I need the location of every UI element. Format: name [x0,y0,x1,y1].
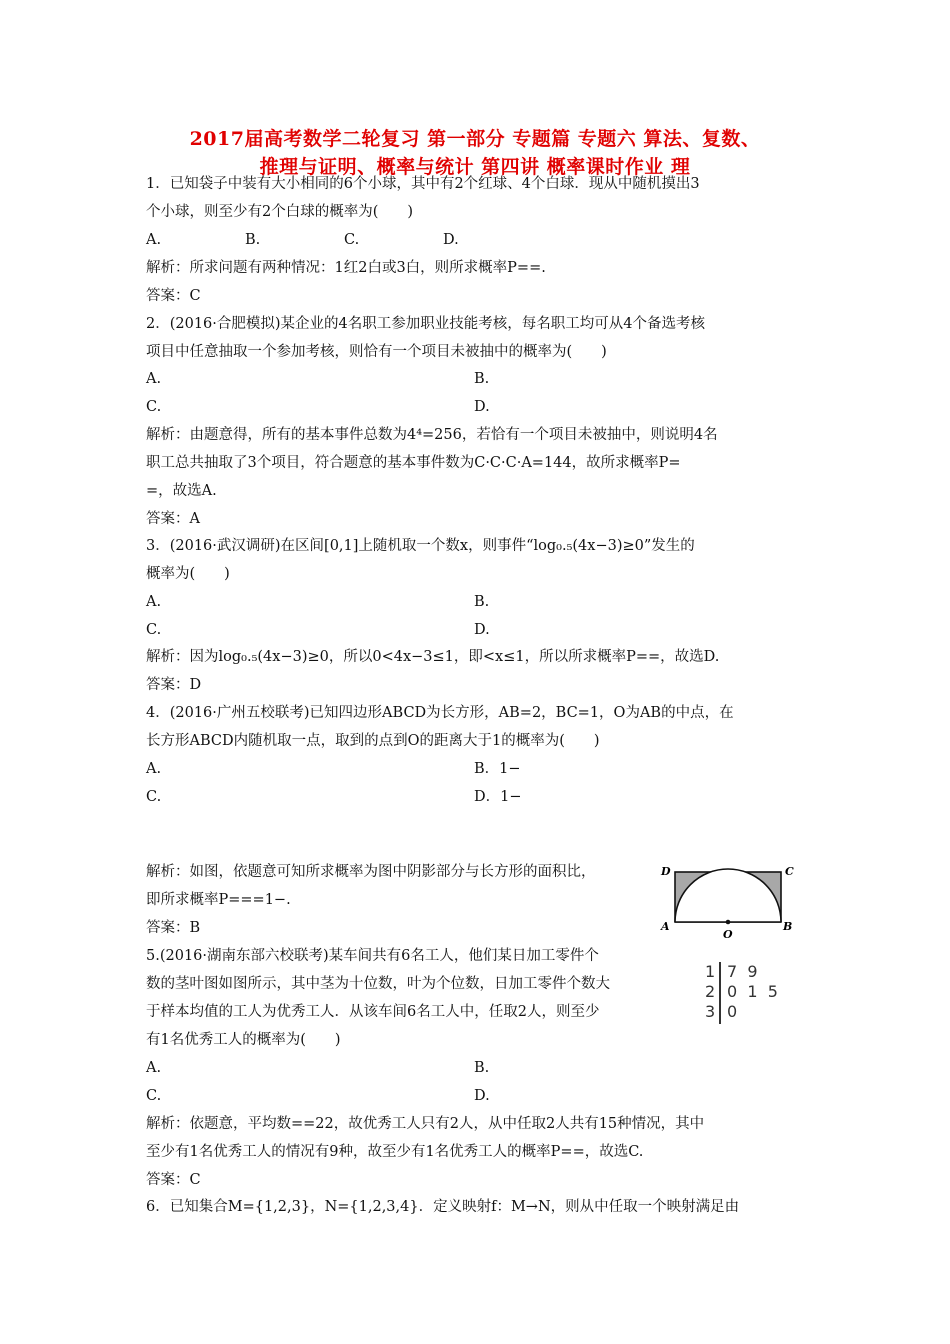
leaves-row-3: 0 [727,1002,738,1021]
q2-text-1: 2．(2016·合肥模拟)某企业的4名职工参加职业技能考核，每名职工均可从4个备选考核 [146,316,705,332]
q5-option-b: B. [474,1060,490,1076]
center-point-o [726,920,731,925]
q5-text-3: 于样本均值的工人为优秀工人．从该车间6名工人中，任取2人，则至少 [146,1004,600,1020]
leaves-row-2: 0 1 5 [727,982,778,1001]
q5-solution-1: 解析：依题意，平均数==22，故优秀工人只有2人，从中任取2人共有15种情况，其中 [146,1116,705,1132]
q1-option-a: A. [146,232,162,248]
q3-option-d: D. [474,622,490,638]
q2-answer: 答案：A [146,511,200,527]
q4-text-1: 4．(2016·广州五校联考)已知四边形ABCD为长方形，AB=2，BC=1，O为AB的中点，在 [146,705,734,721]
q1-answer: 答案：C [146,288,201,304]
label-a: A [661,920,670,933]
q4-solution-1: 解析：如图，依题意可知所求概率为图中阴影部分与长方形的面积比， [146,864,596,880]
page-title-line1: 2017届高考数学二轮复习 第一部分 专题篇 专题六 算法、复数、 [189,128,761,150]
q4-option-b: B．1− [474,761,521,777]
q2-option-b: B. [474,371,490,387]
stem-divider [719,962,721,1024]
q3-text-1: 3．(2016·武汉调研)在区间[0,1]上随机取一个数x，则事件“log₀.₅(4x−3)≥0”发生的 [146,538,695,554]
label-b: B [783,920,793,933]
stem-3: 3 [705,1002,716,1021]
stem-2: 2 [705,982,716,1001]
q4-option-c: C. [146,789,162,805]
q5-option-d: D. [474,1088,490,1104]
q4-answer: 答案：B [146,920,201,936]
q1-solution: 解析：所求问题有两种情况：1红2白或3白，则所求概率P==. [146,260,546,276]
q2-solution-2: 职工总共抽取了3个项目，符合题意的基本事件数为C·C·C·A=144，故所求概率P= [146,455,681,471]
q6-text-1: 6．已知集合M={1,2,3}，N={1,2,3,4}．定义映射f：M→N，则从中任取一个映射满足由 [146,1199,740,1215]
q1-option-c: C. [344,232,360,248]
q5-option-c: C. [146,1088,162,1104]
q4-option-d: D．1− [474,789,522,805]
q3-option-b: B. [474,594,490,610]
q1-option-d: D. [443,232,459,248]
stem-1: 1 [705,962,716,981]
q3-solution: 解析：因为log₀.₅(4x−3)≥0，所以0<4x−3≤1，即<x≤1，所以所求概率P==，故选D. [146,649,720,665]
rectangle-semicircle-figure [655,858,795,940]
q3-text-2: 概率为( ) [146,566,230,582]
q3-option-c: C. [146,622,162,638]
q2-text-2: 项目中任意抽取一个参加考核，则恰有一个项目未被抽中的概率为( ) [146,344,607,360]
q5-option-a: A. [146,1060,162,1076]
q1-text-1: 1．已知袋子中装有大小相同的6个小球，其中有2个红球、4个白球．现从中随机摸出3 [146,176,700,192]
q2-solution-3: =，故选A. [146,483,217,499]
q2-option-c: C. [146,399,162,415]
q5-text-2: 数的茎叶图如图所示，其中茎为十位数，叶为个位数，日加工零件个数大 [146,976,610,992]
q5-text-4: 有1名优秀工人的概率为( ) [146,1032,341,1048]
q1-text-2: 个小球，则至少有2个白球的概率为( ) [146,204,414,220]
q4-text-2: 长方形ABCD内随机取一点，取到的点到O的距离大于1的概率为( ) [146,733,600,749]
q5-solution-2: 至少有1名优秀工人的情况有9种，故至少有1名优秀工人的概率P==，故选C. [146,1144,644,1160]
q2-option-d: D. [474,399,490,415]
page-title-line2: 推理与证明、概率与统计 第四讲 概率课时作业 理 [259,156,691,178]
stem-leaf-plot [703,960,793,1026]
q2-solution-1: 解析：由题意得，所有的基本事件总数为4⁴=256，若恰有一个项目未被抽中，则说明4名 [146,427,718,443]
leaves-row-1: 7 9 [727,962,758,981]
q5-text-1: 5.(2016·湖南东部六校联考)某车间共有6名工人，他们某日加工零件个 [146,948,599,964]
label-o: O [723,928,733,940]
label-d: D [661,865,671,878]
q5-answer: 答案：C [146,1172,201,1188]
label-c: C [785,865,794,878]
q4-solution-2: 即所求概率P===1−. [146,892,291,908]
q2-option-a: A. [146,371,162,387]
q4-option-a: A. [146,761,162,777]
q1-option-b: B. [245,232,261,248]
q3-answer: 答案：D [146,677,202,693]
q3-option-a: A. [146,594,162,610]
